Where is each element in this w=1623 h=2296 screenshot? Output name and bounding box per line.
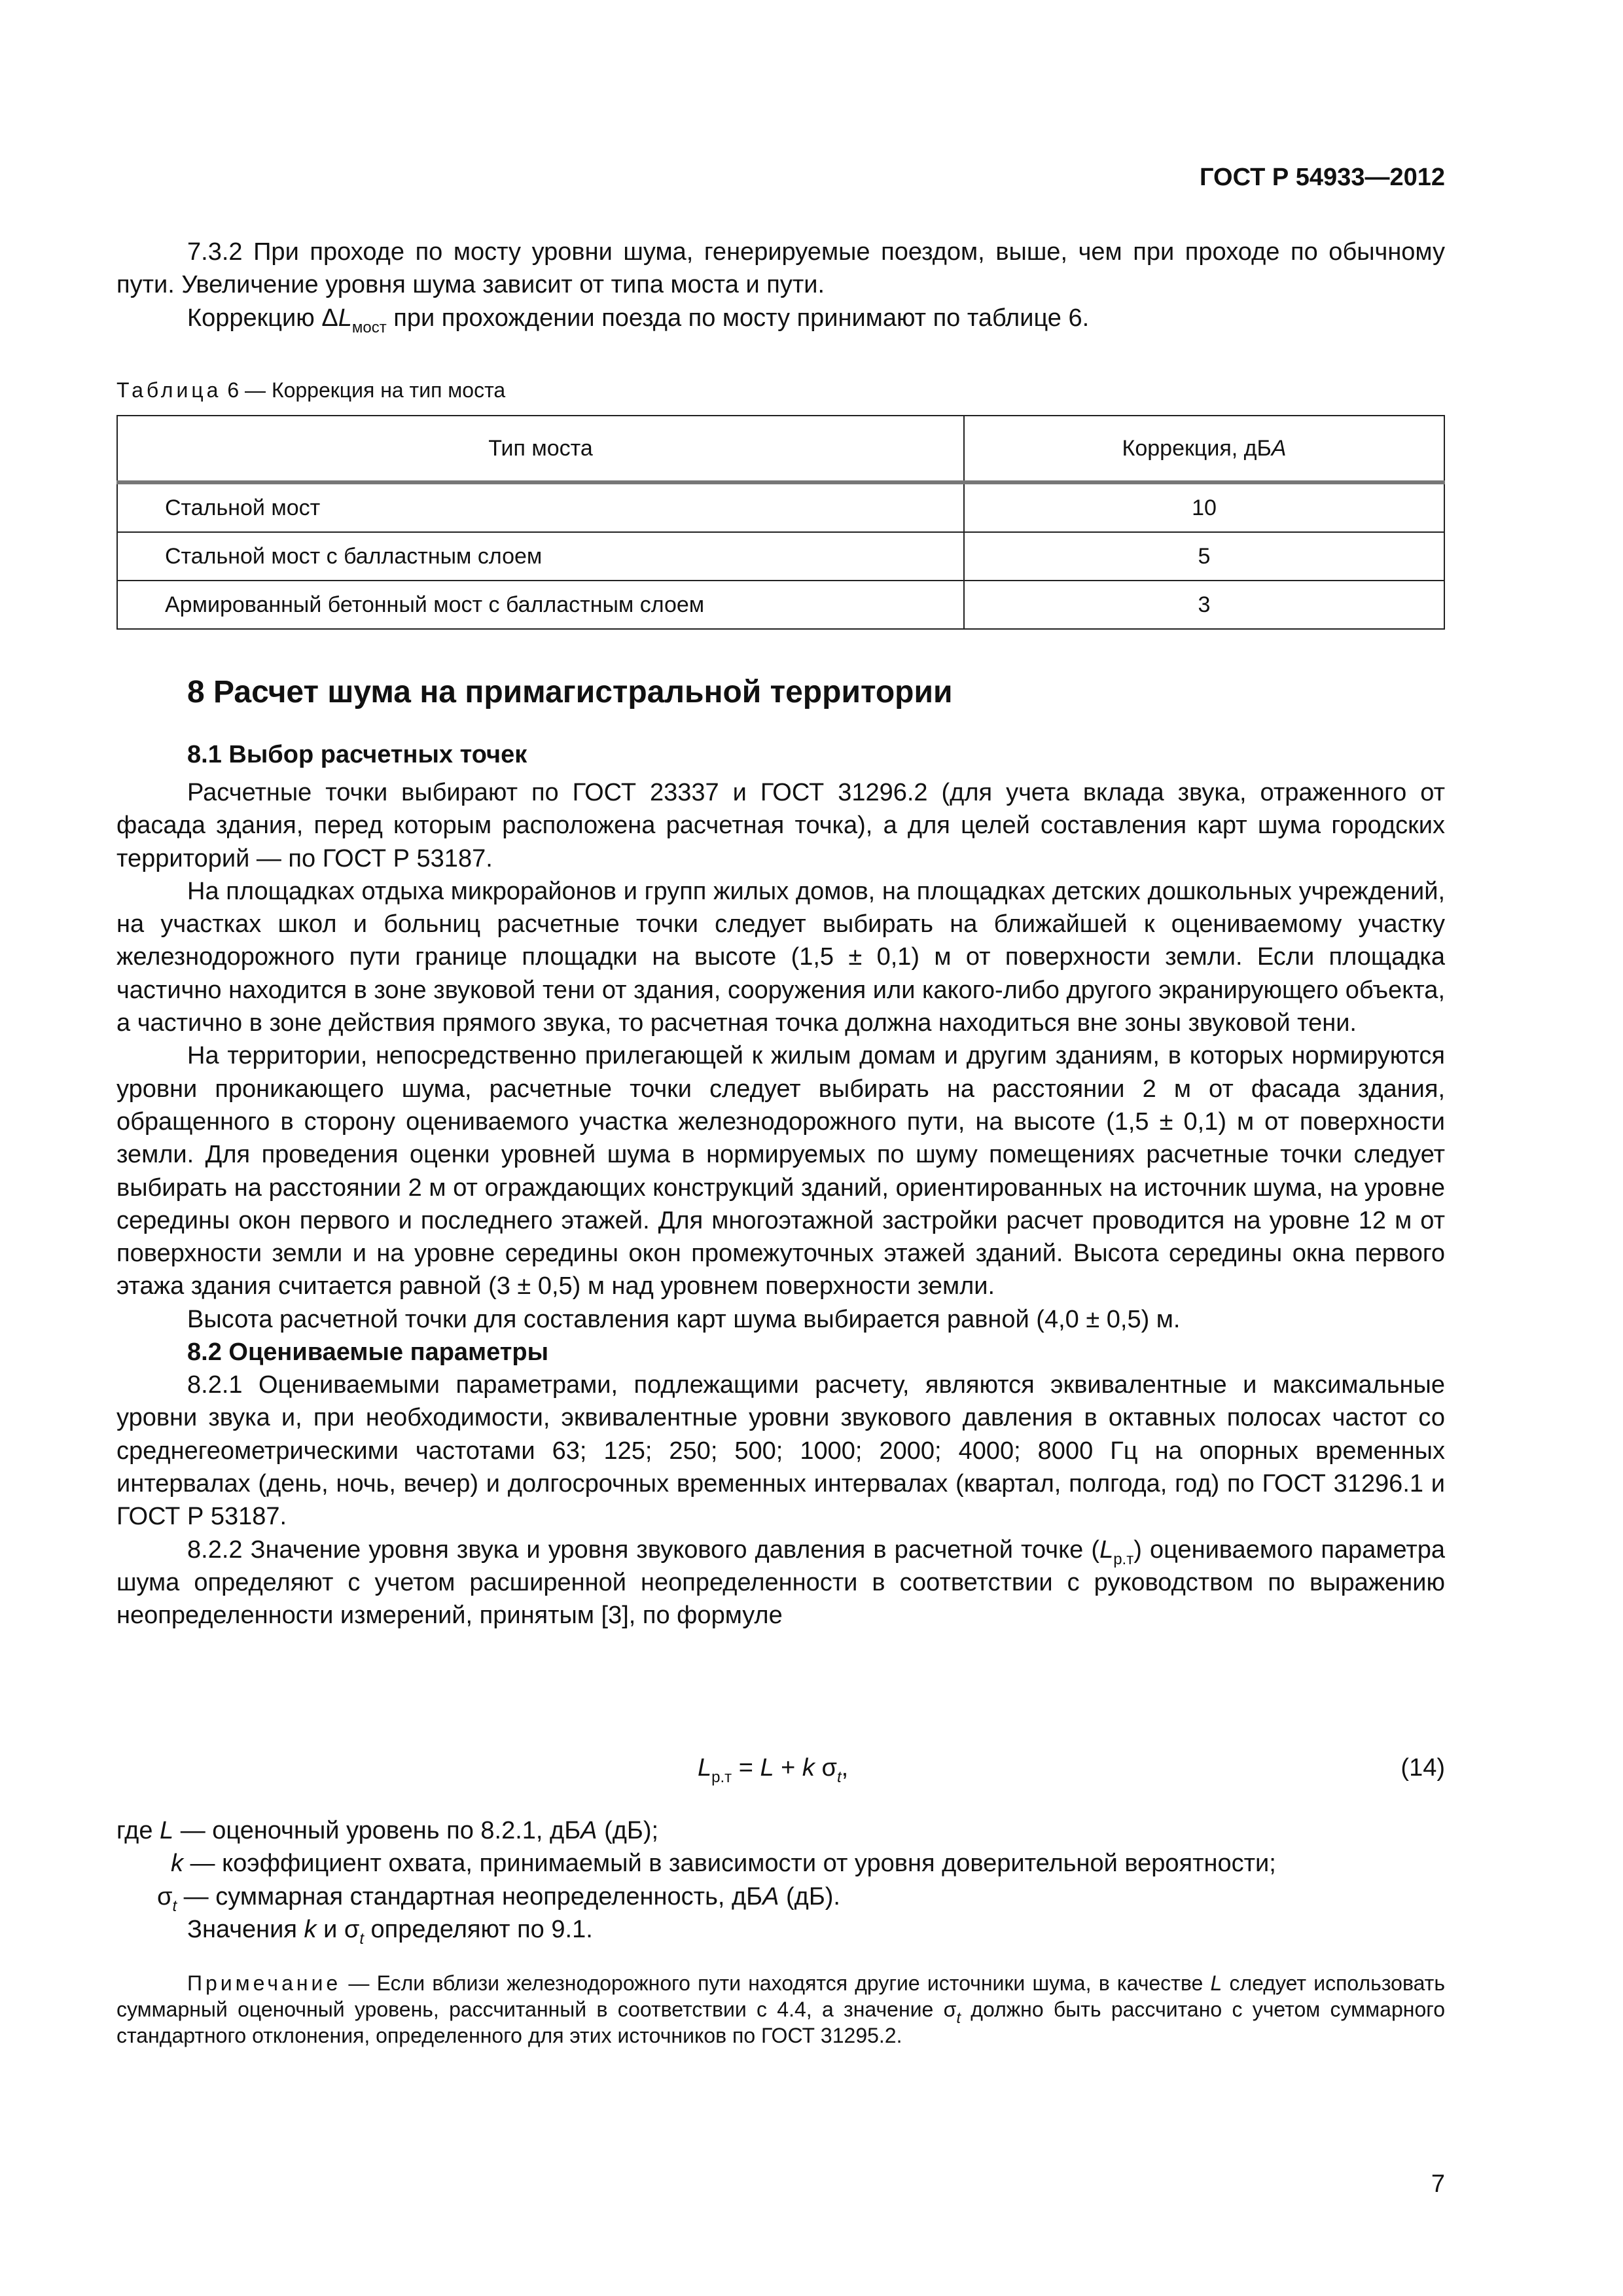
col-header-bridge-type: Тип моста [117, 416, 964, 482]
paragraph: Расчетные точки выбирают по ГОСТ 23337 и ГОСТ 31296.2 (для учета вклада звука, отраженного от фасада здания, перед которым расположена расчетная точка), а для целей составления карт шума городских территорий — по ГОСТ Р 53187. [116, 779, 1445, 872]
paragraph: На площадках отдыха микрорайонов и групп жилых домов, на площадках детских дошкольных учреждений, на участках школ и больниц расчетные точки следует выбирать на ближайшей к оцениваемому участку железнодорожного пути границе площадки на высоте (1,5 ± 0,1) м от поверхности земли. Если площадка частично находится в зоне звуковой тени от здания, сооружения или какого-либо другого экранирующего объекта, а частично в зоне действия прямого звука, то расчетная точка должна находиться вне зоны звуковой тени. [116, 877, 1445, 1037]
cell-bridge-type: Стальной мост [117, 482, 964, 532]
paragraph-correction-ref: Коррекцию $\Delta L_{мост}$ при прохождении поезда по мосту принимают по таблице 6. [187, 304, 1090, 336]
legend-item: где L — оценочный уровень по 8.2.1, дБА (дБ); [116, 1817, 659, 1844]
note [116, 1970, 1445, 2049]
cell-correction: 10 [964, 482, 1444, 532]
table-6-bridge-correction [116, 415, 1445, 630]
col-header-correction: Коррекция, дБА [964, 416, 1444, 482]
section-7-3-2 [116, 236, 1445, 334]
section-8-1-body [116, 776, 1445, 1632]
table-row [117, 532, 1444, 581]
section-8-title: 8 Расчет шума на примагистральной территории [187, 675, 953, 709]
paragraph-7-3-2: 7.3.2 При проходе по мосту уровни шума, генерируемые поездом, выше, чем при проходе по обычному пути. Увеличение уровня шума зависит от типа моста и пути. [116, 238, 1445, 299]
cell-correction: 5 [964, 532, 1444, 581]
paragraph-8-2-2: 8.2.2 Значение уровня звука и уровня звукового давления в расчетной точке $(L_{р.т})$ оцениваемого параметра шума определяют с учетом расширенной неопределенности в соответствии с руководством по выражению неопределенности измерений, принятым [3], по формуле [116, 1535, 1445, 1630]
formula-14 [116, 1754, 1445, 1793]
table-6-caption: Таблица 6 — Коррекция на тип моста [116, 378, 506, 402]
note-text: Примечание — Если вблизи железнодорожного пути находятся другие источники шума, в качестве L следует использовать суммарный оценочный уровень, рассчитанный в соответствии с 4.4, а значение $\sigma_t$ должно быть рассчитано с учетом суммарного стандартного отклонения, определенного для этих источников по ГОСТ 31295.2. [116, 1971, 1446, 2047]
table-row [117, 482, 1444, 532]
cell-correction: 3 [964, 581, 1444, 629]
legend-item: k — коэффициент охвата, принимаемый в зависимости от уровня доверительной вероятности; [171, 1850, 1276, 1878]
document-header-id: ГОСТ Р 54933—2012 [1200, 164, 1445, 191]
formula-number: (14) [1400, 1754, 1445, 1782]
table-header-row [117, 416, 1444, 482]
formula-expression: $L_{р.т} = L + k$ $\sigma_t$, [698, 1754, 849, 1786]
cell-bridge-type: Армированный бетонный мост с балластным слоем [117, 581, 964, 629]
paragraph: Высота расчетной точки для составления карт шума выбирается равной (4,0 ± 0,5) м. [187, 1305, 1181, 1333]
page-number: 7 [1431, 2170, 1445, 2198]
subsection-8-1-title: 8.1 Выбор расчетных точек [187, 741, 527, 768]
legend-item: $\sigma_t$ — суммарная стандартная неопределенность, дБА (дБ). [157, 1882, 840, 1915]
table-row [117, 581, 1444, 629]
formula-legend [116, 1814, 1445, 1946]
paragraph: На территории, непосредственно прилегающей к жилым домам и другим зданиям, в которых нормируются уровни проникающего шума, расчетные точки следует выбирать на расстоянии 2 м от фасада здания, обращенного в сторону оцениваемого участка железнодорожного пути, на высоте (1,5 ± 0,1) м от поверхности земли. Для проведения оценки уровней шума в нормируемых по шуму помещениях расчетные точки следует выбирать на расстоянии 2 м от ограждающих конструкций зданий, ориентированных на источник шума, на уровне середины окон первого и последнего этажей. Для многоэтажной застройки расчет проводится на уровне 12 м от поверхности земли и на уровне середины окон промежуточных этажей зданий. Высота середины окна первого этажа здания считается равной (3 ± 0,5) м над уровнем поверхности земли. [116, 1042, 1445, 1300]
cell-bridge-type: Стальной мост с балластным слоем [117, 532, 964, 581]
subsection-8-2-title: 8.2 Оцениваемые параметры [187, 1338, 549, 1367]
legend-item: Значения k и $\sigma_t$ определяют по 9.1. [187, 1915, 593, 1948]
paragraph-8-2-1: 8.2.1 Оцениваемыми параметрами, подлежащими расчету, являются эквивалентные и максимальные уровни звука и, при необходимости, эквивалентные уровни звукового давления в октавных полосах частот со среднегеометрическими частотами 63; 125; 250; 500; 1000; 2000; 4000; 8000 Гц на опорных временных интервалах (день, ночь, вечер) и долгосрочных временных интервалах (квартал, полгода, год) по ГОСТ 31296.1 и ГОСТ Р 53187. [116, 1371, 1445, 1531]
